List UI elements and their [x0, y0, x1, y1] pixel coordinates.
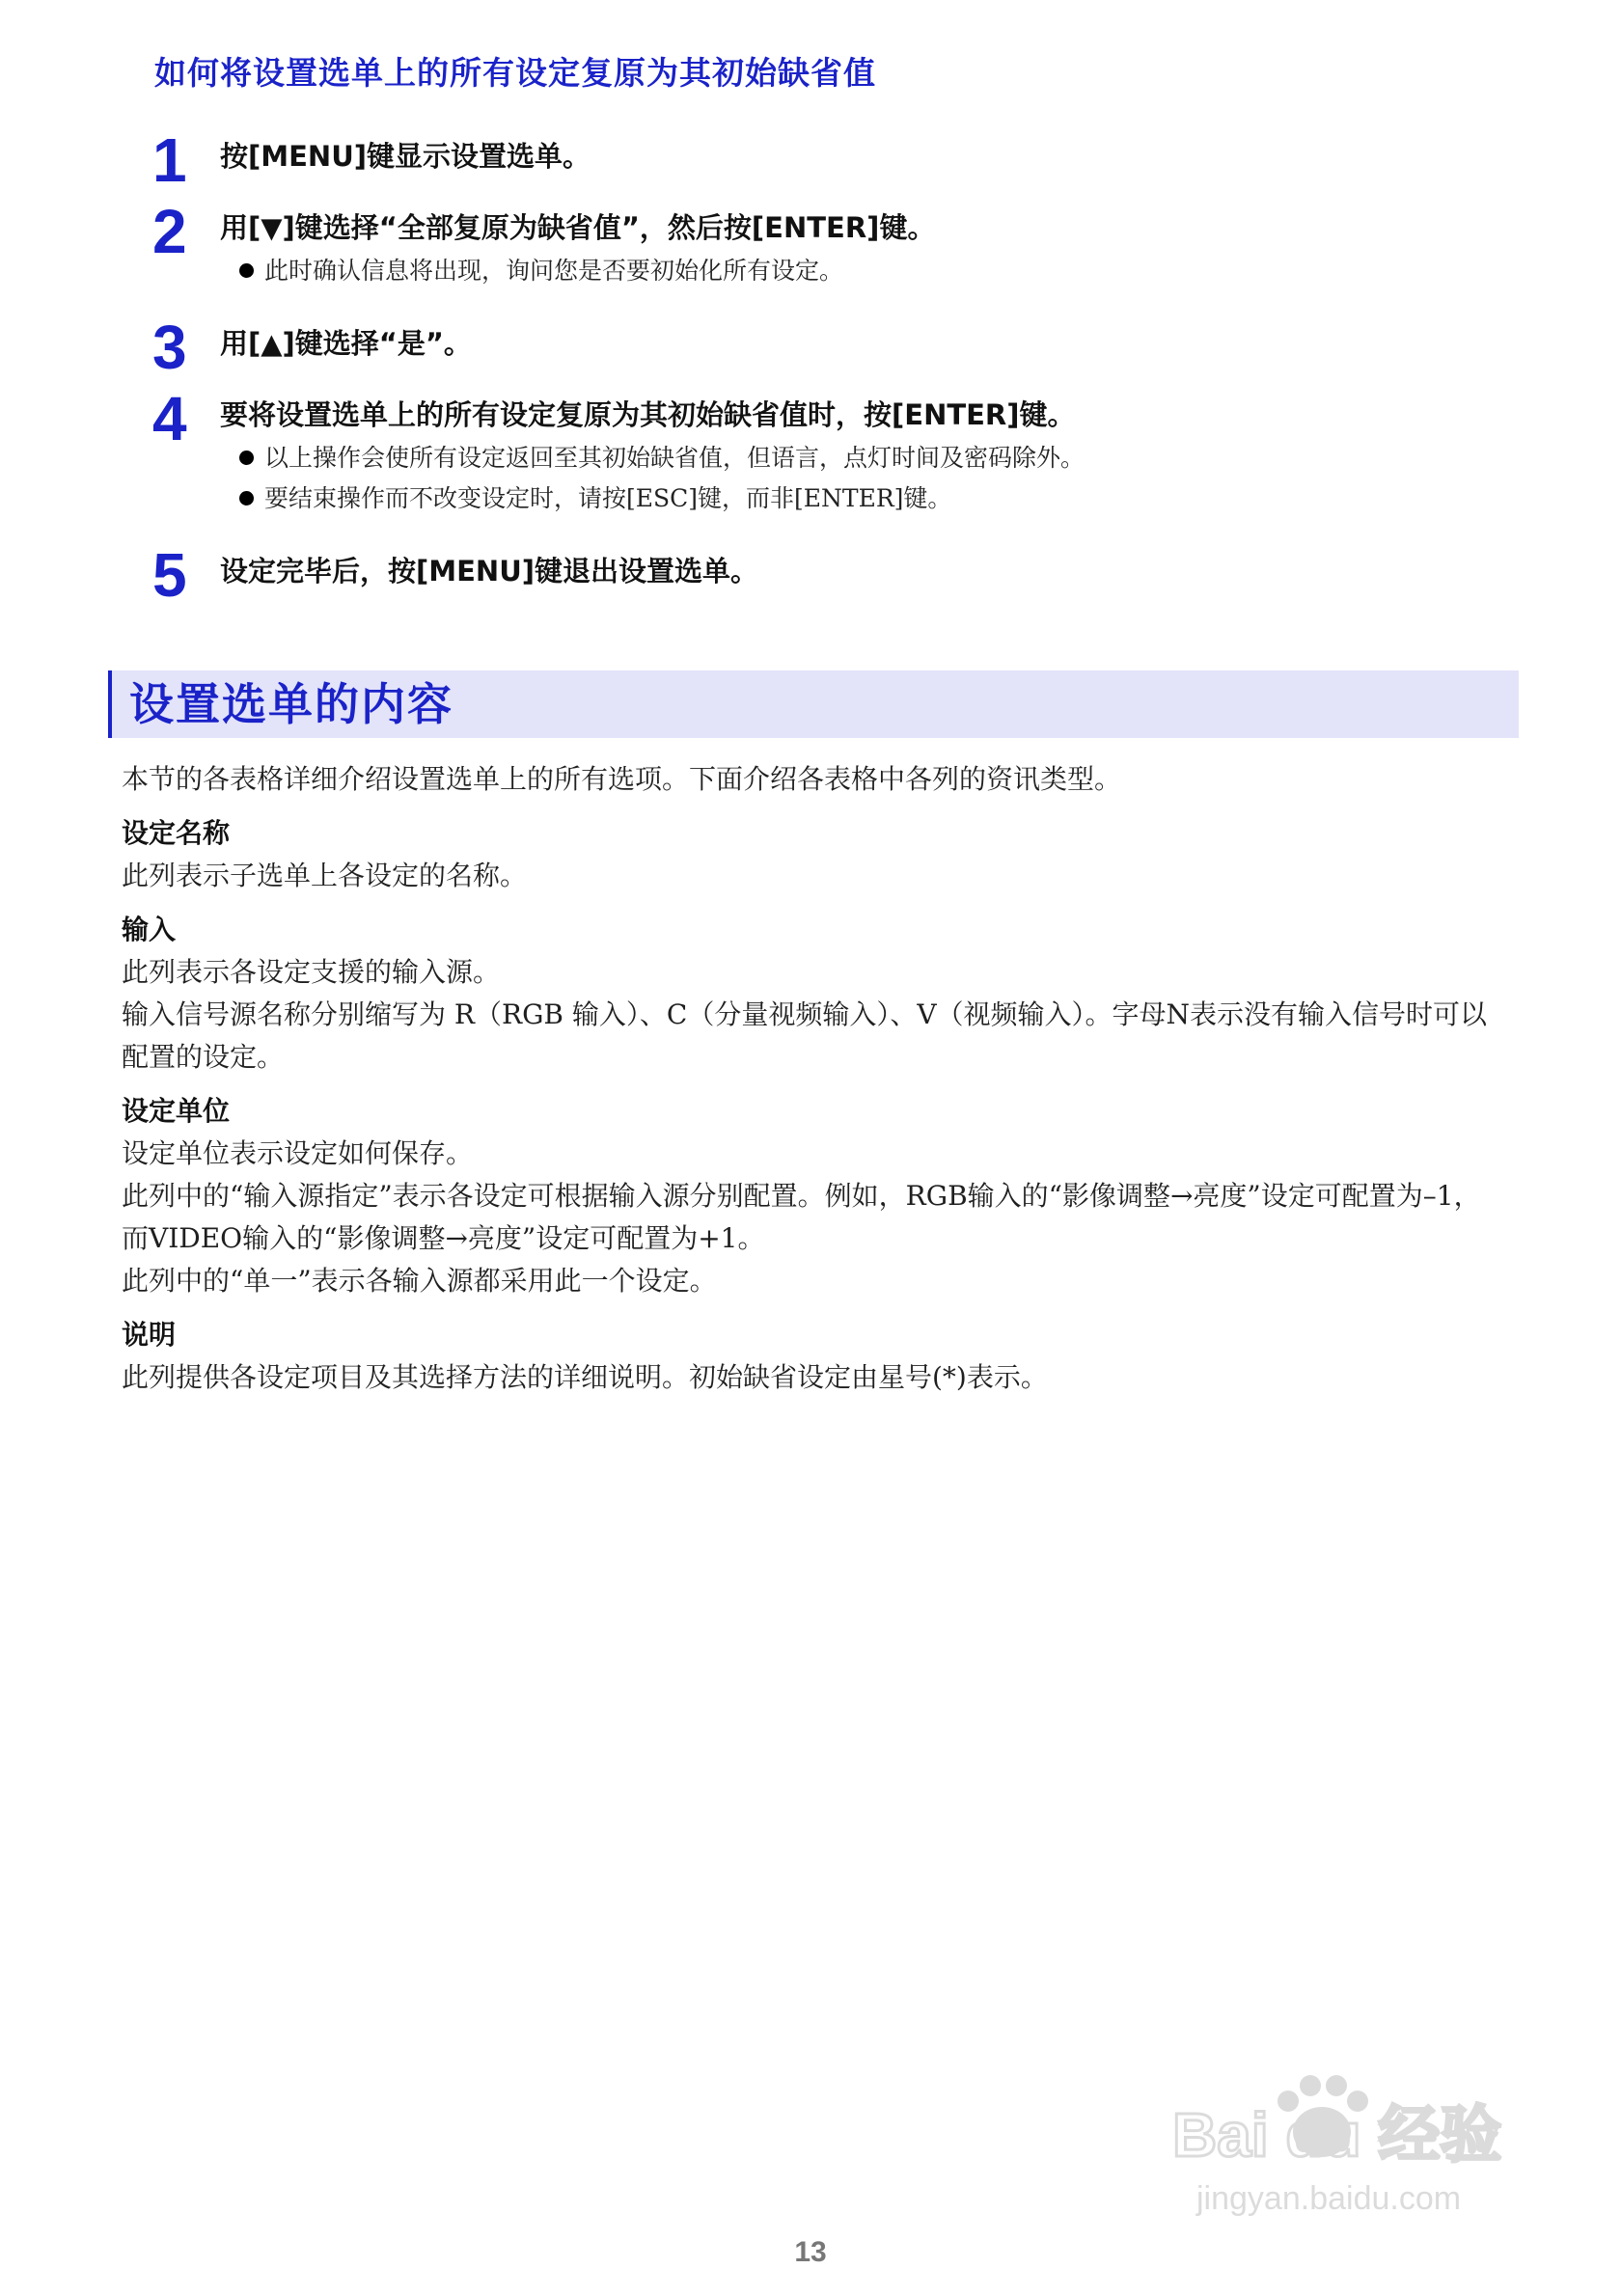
definition-text: 此列中的“输入源指定”表示各设定可根据输入源分别配置。例如，RGB输入的“影像调整→亮度”设定可配置为–1，而VIDEO输入的“影像调整→亮度”设定可配置为+1。: [122, 1180, 1481, 1254]
watermark-url: jingyan.baidu.com: [1196, 2180, 1462, 2217]
step-3: [152, 313, 1525, 382]
watermark-brand: Bai du 经验: [1172, 2100, 1502, 2170]
definition-text: 此列表示各设定支援的输入源。: [122, 956, 501, 988]
step-number: 1: [152, 125, 187, 195]
banner-title: 设置选单的内容: [129, 678, 453, 730]
step-notes: [239, 438, 1525, 519]
step-number: 2: [152, 197, 187, 266]
baidu-watermark: [1153, 2064, 1558, 2228]
section-banner: [108, 670, 1519, 738]
section-heading: 如何将设置选单上的所有设定复原为其初始缺省值: [154, 54, 876, 92]
step-instruction: 用[▼]键选择“全部复原为缺省值”，然后按[ENTER]键。: [220, 211, 936, 244]
step-number: 5: [152, 540, 187, 610]
note-item: 此时确认信息将出现，询问您是否要初始化所有设定。: [239, 251, 1525, 291]
menu-contents-description: [122, 758, 1492, 1399]
step-5: [152, 540, 1525, 610]
step-instruction: 用[▲]键选择“是”。: [220, 327, 472, 360]
definition-label-description: 说明: [122, 1319, 177, 1351]
definition-label-input: 输入: [122, 914, 177, 945]
definition-label-setting-name: 设定名称: [122, 817, 231, 849]
step-1: [152, 125, 1525, 195]
definition-label-setting-unit: 设定单位: [122, 1095, 231, 1127]
step-number: 4: [152, 384, 187, 453]
step-4: [152, 384, 1525, 519]
definition-text: 输入信号源名称分别缩写为 R（RGB 输入）、C（分量视频输入）、V（视频输入）。字母N表示没有输入信号时可以配置的设定。: [122, 998, 1488, 1073]
step-notes: [239, 251, 1525, 291]
definition-text: 设定单位表示设定如何保存。: [122, 1137, 474, 1169]
note-item: 以上操作会使所有设定返回至其初始缺省值，但语言，点灯时间及密码除外。: [239, 438, 1525, 478]
step-instruction: 设定完毕后，按[MENU]键退出设置选单。: [220, 555, 758, 588]
step-2: [152, 197, 1525, 291]
page-number: 13: [794, 2236, 827, 2268]
definition-text: 此列提供各设定项目及其选择方法的详细说明。初始缺省设定由星号(*)表示。: [122, 1361, 1048, 1393]
intro-paragraph: 本节的各表格详细介绍设置选单上的所有选项。下面介绍各表格中各列的资讯类型。: [122, 763, 1122, 795]
step-instruction: 要将设置选单上的所有设定复原为其初始缺省值时，按[ENTER]键。: [220, 398, 1076, 431]
definition-text: 此列中的“单一”表示各输入源都采用此一个设定。: [122, 1265, 717, 1297]
note-item: 要结束操作而不改变设定时，请按[ESC]键，而非[ENTER]键。: [239, 478, 1525, 519]
step-instruction: 按[MENU]键显示设置选单。: [220, 140, 591, 173]
step-number: 3: [152, 313, 187, 382]
definition-text: 此列表示子选单上各设定的名称。: [122, 860, 528, 891]
